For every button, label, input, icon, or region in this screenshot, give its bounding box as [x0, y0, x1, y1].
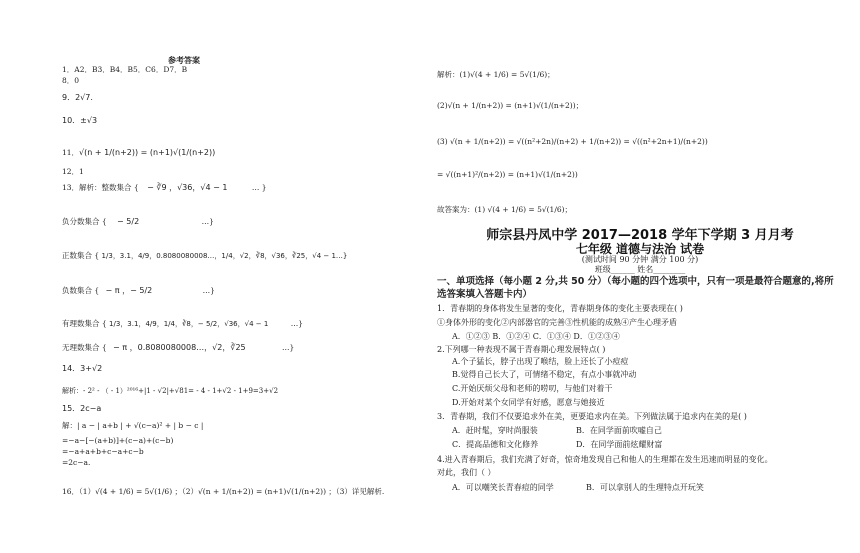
- question-4-option-a: A．可以嘲笑长青春痘的同学: [452, 483, 554, 492]
- question-1-options: A．①②③ B．①②④ C．①③④ D．①②③④: [452, 332, 620, 341]
- irrational-numbers-label: 无理数集合 {: [62, 343, 107, 352]
- answer-13-integers: [62, 183, 266, 193]
- solution-line-3: (3) √(n + 1/(n+2)) = √((n²+2n)/(n+2) + 1/(n+2)) = √((n²+2n+1)/(n+2)): [437, 137, 708, 146]
- irrational-numbers-end: …}: [282, 343, 295, 352]
- answer-14: 14．3+√2: [62, 364, 103, 373]
- question-1-items: ①身体外形的变化②内部器官的完善③性机能的成熟④产生心理矛盾: [437, 318, 677, 327]
- answer-15-step4: =2c−a.: [62, 458, 91, 467]
- negative-numbers-label: 负数集合 {: [62, 286, 100, 295]
- class-name-line: 班级______ 姓名________: [594, 265, 686, 274]
- question-2-option-c: C.开始厌烦父母和老师的唠叨，与他们对着干: [452, 384, 613, 393]
- positive-numbers-label: 正数集合 {: [62, 251, 100, 260]
- irrational-numbers-set: [62, 343, 294, 353]
- section-title: [437, 275, 842, 301]
- rational-numbers-set: [62, 319, 303, 329]
- answer-15-step3: =−a+a+b+c−a+c−b: [62, 447, 144, 456]
- negative-fractions-values: − 5/2: [117, 217, 140, 226]
- integers-label: 13．解析：整数集合 {: [62, 183, 139, 192]
- negative-fractions-set: [62, 217, 214, 227]
- question-2: 2.下列哪一种表现不属于青春期心理发展特点( ): [437, 345, 606, 354]
- integers-values: − ∛9 ，√36，√4 − 1: [147, 183, 228, 192]
- solution-line-2: (2)√(n + 1/(n+2)) = (n+1)√(1/(n+2))；: [437, 101, 584, 110]
- question-4: 4.进入青春期后，我们充满了好奇，惊奇地发现自己和他人的生理都在发生迅速而明显的变化。: [437, 455, 773, 464]
- negative-numbers-set: [62, 286, 215, 296]
- solution-line-1: 解析：(1)√(4 + 1/6) = 5√(1/6)；: [437, 70, 555, 79]
- question-2-option-d: D.开始对某个女同学有好感，愿意与她接近: [452, 398, 605, 407]
- exam-title: 师宗县丹凤中学 2017—2018 学年下学期 3 月月考: [486, 228, 794, 243]
- answer-key-title: 参考答案: [168, 55, 200, 65]
- positive-numbers-values: 1/3，3.1，4/9，0.8080080008…，1/4，√2，∛8，√36，∛25，√4 − 1…}: [101, 252, 348, 260]
- answer-10: 10．±√3: [62, 116, 98, 125]
- negative-numbers-values: − π ，− 5/2: [105, 286, 153, 295]
- rational-numbers-end: …}: [290, 319, 303, 328]
- question-3: 3．青春期，我们不仅要追求外在美，更要追求内在美。下列做法属于追求内在美的是( ): [437, 412, 747, 421]
- answer-11-formula: √(n + 1/(n+2)) = (n+1)√(1/(n+2)): [79, 148, 216, 157]
- answer-15: 15．2c−a: [62, 404, 102, 413]
- question-3-option-a: A．赶时髦，穿时尚服装: [452, 426, 538, 435]
- section-instruction: 每小题的四个选项中，只有一项是最符合题意的,将所选答案填入答题卡内: [437, 276, 834, 300]
- section-title-prefix: 一、单项选择（: [437, 276, 504, 287]
- solution-line-5: 故答案为：(1) √(4 + 1/6) = 5√(1/6)；: [437, 205, 573, 214]
- question-4-option-b: B．可以拿别人的生理特点开玩笑: [586, 483, 704, 492]
- rational-numbers-values: 1/3，3.1，4/9，1/4，∛8，− 5/2，√36，√4 − 1: [109, 320, 269, 328]
- question-1: 1．青春期的身体将发生显著的变化，青春期身体的变化主要表现在( ): [437, 304, 683, 313]
- exam-info: (测试时间 90 分钟 满分 100 分): [581, 255, 699, 264]
- question-3-option-c: C．提高品德和文化修养: [452, 440, 539, 449]
- question-4-cont: 对此，我们（ ）: [437, 468, 496, 477]
- answer-11: [62, 148, 215, 158]
- section-sep: ）（: [597, 276, 612, 287]
- integers-end: … }: [251, 183, 267, 192]
- negative-fractions-end: …}: [201, 217, 214, 226]
- section-close: ）: [522, 289, 533, 300]
- solution-line-4: = √((n+1)²/(n+2)) = (n+1)√(1/(n+2)): [437, 170, 578, 179]
- question-2-option-b: B.觉得自己长大了，可情绪不稳定，有点小事就冲动: [452, 370, 637, 379]
- answer-11-label: 11．: [62, 148, 80, 157]
- question-3-option-b: B．在同学面前吹嘘自己: [576, 426, 662, 435]
- negative-numbers-end: …}: [202, 286, 215, 295]
- question-3-option-d: D．在同学面前炫耀财富: [576, 440, 663, 449]
- answer-15-step1: 解：| a − | a+b | + √(c−a)² + | b − c |: [62, 421, 204, 430]
- answer-1-7: 1．A2．B3．B4．B5．C6．D7．B: [62, 65, 188, 74]
- positive-numbers-set: [62, 251, 347, 261]
- rational-numbers-label: 有理数集合 {: [62, 319, 107, 328]
- exam-subtitle: 七年级 道德与法治 试卷: [575, 242, 705, 256]
- answer-14-solution: 解析：- 2² - （ - 1）²⁰¹⁶+|1 - √2|+√81= - 4 - 1+√2 - 1+9=3+√2: [62, 387, 279, 395]
- answer-9: 9．2√7.: [62, 93, 93, 102]
- section-score: 每小题 2 分,共 50 分: [503, 276, 598, 287]
- irrational-numbers-values: − π ，0.8080080008…，√2，∛25: [113, 343, 246, 352]
- answer-8: 8．0: [62, 76, 80, 85]
- answer-16: 16．（1）√(4 + 1/6) = 5√(1/6) ；（2）√(n + 1/(n+2)) = (n+1)√(1/(n+2)) ；（3）详见解析.: [62, 487, 385, 496]
- answer-15-step2: =−a−[−(a+b)]+(c−a)+(c−b): [62, 436, 174, 445]
- question-2-option-a: A.个子猛长，脖子出现了喉结，脸上还长了小痘痘: [452, 357, 629, 366]
- negative-fractions-label: 负分数集合 {: [62, 217, 107, 226]
- answer-12: 12．1: [62, 167, 84, 176]
